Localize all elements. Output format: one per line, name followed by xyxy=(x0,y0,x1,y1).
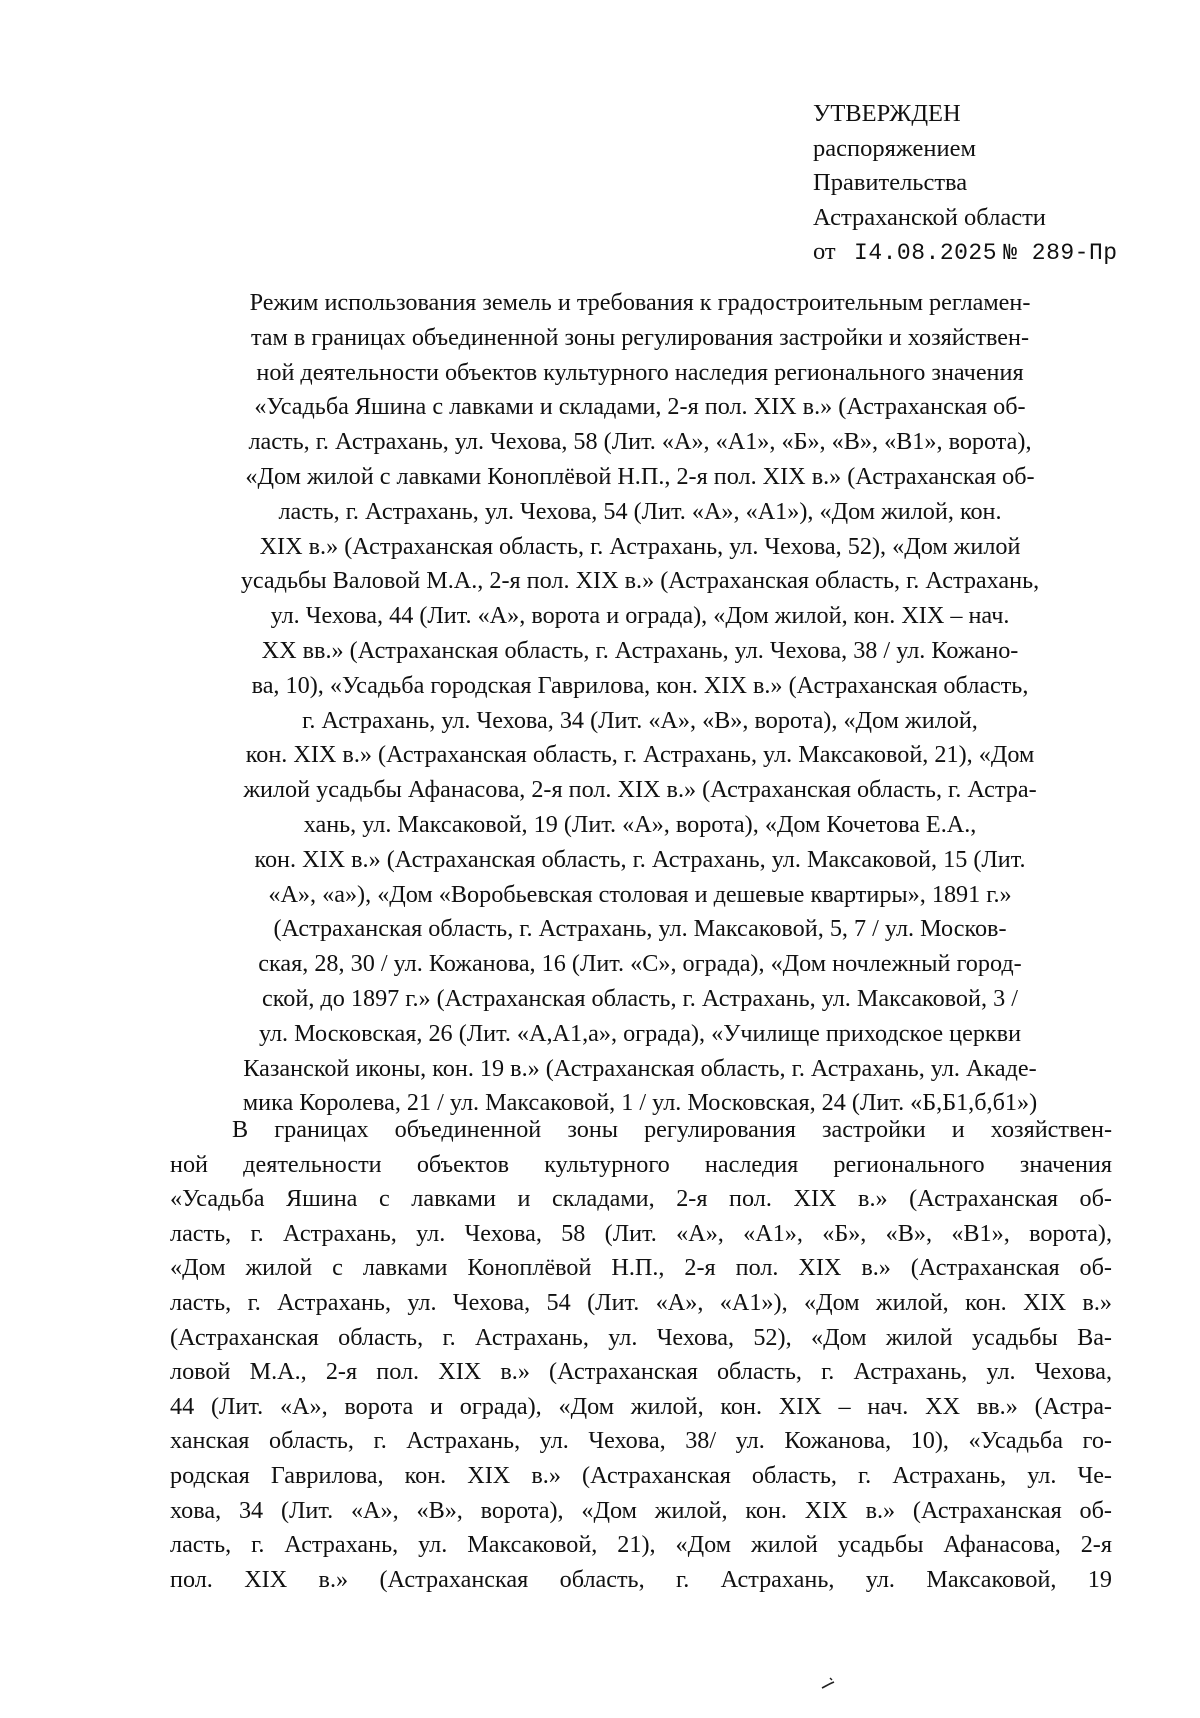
body-line: ласть, г. Астрахань, ул. Чехова, 58 (Лит. «А», «А1», «Б», «В», «В1», ворота), xyxy=(170,1219,1112,1247)
title-line: «А», «а»), «Дом «Воробьевская столовая и дешевые квартиры», 1891 г.» xyxy=(268,880,1012,908)
title-line: «Усадьба Яшина с лавками и складами, 2-я пол. XIX в.» (Астраханская об- xyxy=(254,393,1026,421)
title-line: ул. Московская, 26 (Лит. «А,А1,а», ограда), «Училище приходское церкви xyxy=(258,1019,1022,1047)
title-line: кон. XIX в.» (Астраханская область, г. Астрахань, ул. Максаковой, 15 (Лит. xyxy=(254,845,1026,873)
title-line: ва, 10), «Усадьба городская Гаврилова, кон. XIX в.» (Астраханская область, xyxy=(251,671,1029,699)
approval-block xyxy=(813,97,1118,271)
approval-heading: УТВЕРЖДЕН xyxy=(813,100,961,127)
body-line: ласть, г. Астрахань, ул. Максаковой, 21), «Дом жилой усадьбы Афанасова, 2-я xyxy=(170,1531,1112,1559)
title-line: «Дом жилой с лавками Коноплёвой Н.П., 2-я пол. XIX в.» (Астраханская об- xyxy=(245,462,1035,490)
body-line: хова, 34 (Лит. «А», «В», ворота), «Дом жилой, кон. XIX в.» (Астраханская об- xyxy=(170,1496,1112,1524)
approval-number: № 289-Пр xyxy=(1003,240,1118,266)
title-line: ул. Чехова, 44 (Лит. «А», ворота и ограда), «Дом жилой, кон. XIX – нач. xyxy=(270,602,1010,630)
body-line: родская Гаврилова, кон. XIX в.» (Астраханская область, г. Астрахань, ул. Че- xyxy=(170,1461,1112,1489)
approval-line-1: распоряжением xyxy=(813,134,976,162)
body-paragraph xyxy=(170,1113,1112,1597)
title-line: ласть, г. Астрахань, ул. Чехова, 54 (Лит. «А», «А1»), «Дом жилой, кон. xyxy=(278,497,1002,525)
title-line: XX вв.» (Астраханская область, г. Астрахань, ул. Чехова, 38 / ул. Кожано- xyxy=(261,636,1019,664)
title-line: ской, до 1897 г.» (Астраханская область, г. Астрахань, ул. Максаковой, 3 / xyxy=(262,984,1018,1012)
approval-date-line xyxy=(813,235,1118,271)
title-line: там в границах объединенной зоны регулирования застройки и хозяйствен- xyxy=(250,323,1030,351)
body-line: 44 (Лит. «А», ворота и ограда), «Дом жилой, кон. XIX – нач. XX вв.» (Астра- xyxy=(170,1392,1112,1420)
title-line: мика Королева, 21 / ул. Максаковой, 1 / ул. Московская, 24 (Лит. «Б,Б1,б,б1») xyxy=(242,1089,1038,1117)
title-line: кон. XIX в.» (Астраханская область, г. Астрахань, ул. Максаковой, 21), «Дом xyxy=(245,741,1035,769)
approval-date-prefix: от xyxy=(813,238,836,265)
title-line: хань, ул. Максаковой, 19 (Лит. «А», ворота), «Дом Кочетова Е.А., xyxy=(303,810,977,838)
body-line: (Астраханская область, г. Астрахань, ул. Чехова, 52), «Дом жилой усадьбы Ва- xyxy=(170,1323,1112,1351)
approval-line-2: Правительства xyxy=(813,169,968,196)
body-line: ловой М.А., 2-я пол. XIX в.» (Астраханская область, г. Астрахань, ул. Чехова, xyxy=(170,1358,1112,1386)
body-line: ханская область, г. Астрахань, ул. Чехова, 38/ ул. Кожанова, 10), «Усадьба го- xyxy=(170,1427,1112,1455)
title-line: (Астраханская область, г. Астрахань, ул. Максаковой, 5, 7 / ул. Москов- xyxy=(273,915,1007,943)
body-line: В границах объединенной зоны регулирования застройки и хозяйствен- xyxy=(232,1116,1112,1143)
pen-mark-icon xyxy=(820,1674,838,1692)
title-line: жилой усадьбы Афанасова, 2-я пол. XIX в.» (Астраханская область, г. Астра- xyxy=(243,776,1037,804)
body-line: ной деятельности объектов культурного наследия регионального значения xyxy=(170,1150,1112,1178)
body-line: «Усадьба Яшина с лавками и складами, 2-я пол. XIX в.» (Астраханская об- xyxy=(170,1185,1112,1213)
body-line: пол. XIX в.» (Астраханская область, г. Астрахань, ул. Максаковой, 19 xyxy=(170,1565,1112,1593)
approval-date: I4.08.2025 xyxy=(854,240,998,266)
approval-line-3: Астраханской области xyxy=(813,203,1046,231)
title-line: XIX в.» (Астраханская область, г. Астрахань, ул. Чехова, 52), «Дом жилой xyxy=(259,532,1021,560)
title-line: усадьбы Валовой М.А., 2-я пол. XIX в.» (Астраханская область, г. Астрахань, xyxy=(240,567,1040,595)
title-line: ной деятельности объектов культурного наследия регионального значения xyxy=(256,358,1024,386)
title-line: Режим использования земель и требования к градостроительным регламен- xyxy=(249,289,1031,316)
title-line: ская, 28, 30 / ул. Кожанова, 16 (Лит. «С», ограда), «Дом ночлежный город- xyxy=(258,950,1022,978)
title-line: г. Астрахань, ул. Чехова, 34 (Лит. «А», «В», ворота), «Дом жилой, xyxy=(302,706,978,734)
title-line: ласть, г. Астрахань, ул. Чехова, 58 (Лит. «А», «А1», «Б», «В», «В1», ворота), xyxy=(248,428,1032,456)
body-line: ласть, г. Астрахань, ул. Чехова, 54 (Лит. «А», «А1»), «Дом жилой, кон. XIX в.» xyxy=(170,1288,1112,1316)
document-title xyxy=(165,286,1115,1121)
body-line: «Дом жилой с лавками Коноплёвой Н.П., 2-я пол. XIX в.» (Астраханская об- xyxy=(170,1254,1112,1282)
title-line: Казанской иконы, кон. 19 в.» (Астраханская область, г. Астрахань, ул. Акаде- xyxy=(243,1054,1037,1082)
